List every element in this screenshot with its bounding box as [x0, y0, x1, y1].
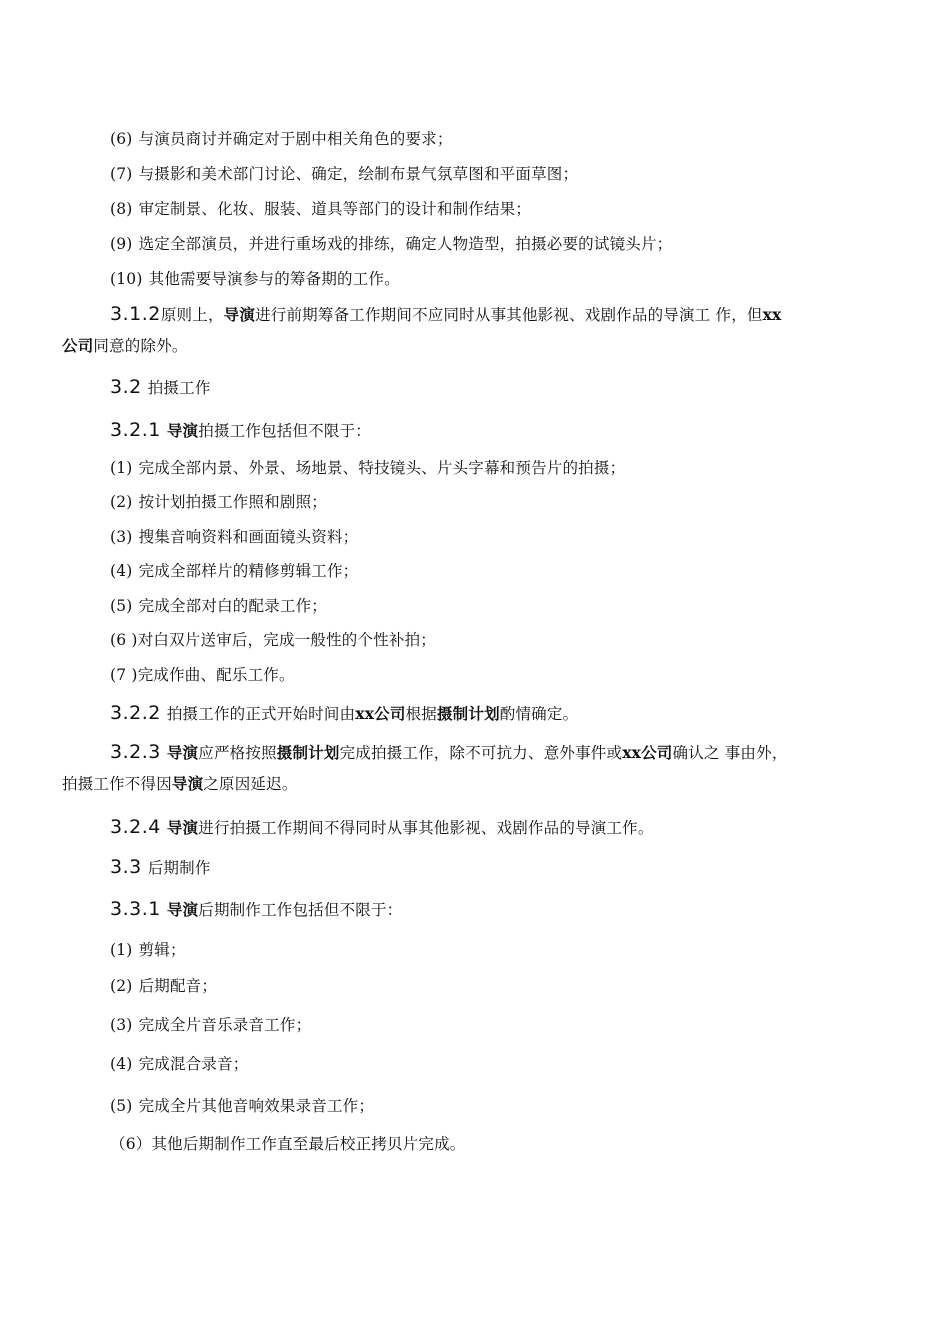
clause-text: 拍摄工作不得因 — [62, 775, 172, 793]
item-number: (7) — [110, 165, 133, 183]
clause-text: 拍摄工作包括但不限于： — [198, 422, 371, 440]
clause-bold: 公司 — [62, 336, 94, 355]
clause-3-2-3-cont — [62, 774, 298, 794]
item-text: 审定制景、化妆、服装、道具等部门的设计和制作结果； — [138, 200, 532, 218]
item-text: 完成全部内景、外景、场地景、特技镜头、片头字幕和预告片的拍摄； — [138, 459, 626, 477]
clause-bold: 导演 — [166, 900, 199, 919]
list-item — [110, 976, 217, 996]
item-text: 后期配音； — [138, 977, 218, 995]
clause-3-2-1 — [110, 420, 371, 441]
list-item — [110, 561, 358, 581]
list-item — [110, 492, 327, 512]
item-number: (5) — [110, 1097, 133, 1115]
clause-number: 3.2.1 — [110, 419, 161, 441]
clause-bold: 导演 — [223, 305, 256, 324]
section-title: 后期制作 — [147, 859, 211, 877]
clause-3-2-4 — [110, 817, 654, 838]
item-text: 完成全片音乐录音工作； — [138, 1016, 312, 1034]
clause-3-1-2 — [110, 304, 782, 325]
item-text: 完成全部样片的精修剪辑工作； — [138, 562, 359, 580]
clause-bold: 导演 — [166, 743, 199, 762]
item-text: 剪辑； — [138, 941, 186, 959]
clause-text: 确认之 事由外， — [672, 744, 788, 762]
item-number: (3) — [110, 528, 133, 546]
item-text: 完成混合录音； — [138, 1055, 249, 1073]
clause-3-3-1 — [110, 899, 402, 920]
clause-3-1-2-cont — [62, 336, 188, 356]
clause-text: 进行拍摄工作期间不得同时从事其他影视、戏剧作品的导演工作。 — [198, 819, 654, 837]
list-item — [110, 940, 186, 960]
clause-number: 3.3.1 — [110, 898, 161, 920]
clause-bold: 导演 — [171, 774, 204, 793]
clause-text: 进行前期筹备工作期间不应同时从事其他影视、戏剧作品的导演工 作，但 — [255, 306, 763, 324]
item-number: (1) — [110, 941, 133, 959]
item-text: 选定全部演员，并进行重场戏的排练，确定人物造型，拍摄必要的试镜头片； — [138, 235, 673, 253]
clause-text: 完成拍摄工作，除不可抗力、意外事件或 — [339, 744, 623, 762]
list-item — [110, 269, 400, 289]
item-number: (8) — [110, 200, 133, 218]
item-text: 与演员商讨并确定对于剧中相关角色的要求； — [138, 130, 453, 148]
clause-number: 3.2.4 — [110, 816, 161, 838]
item-number: (2) — [110, 493, 133, 511]
section-heading-3-3 — [110, 857, 211, 878]
item-number: (4) — [110, 1055, 133, 1073]
clause-bold: 摄制计划 — [276, 743, 340, 762]
list-item — [110, 234, 672, 254]
item-text: 搜集音响资料和画面镜头资料； — [138, 528, 359, 546]
section-heading-3-2 — [110, 377, 211, 398]
clause-text: 之原因延迟。 — [203, 775, 298, 793]
item-number: (5) — [110, 597, 133, 615]
clause-bold: xx公司 — [355, 704, 406, 723]
item-number: (6 ) — [110, 631, 138, 649]
item-number: (1) — [110, 459, 133, 477]
list-item — [110, 199, 531, 219]
item-number: (6) — [110, 130, 133, 148]
list-item — [110, 630, 436, 650]
section-number: 3.2 — [110, 376, 142, 398]
clause-number: 3.1.2 — [110, 303, 161, 325]
clause-number: 3.2.2 — [110, 702, 161, 724]
item-text: 其他需要导演参与的筹备期的工作。 — [148, 270, 400, 288]
clause-3-2-2 — [110, 703, 578, 724]
item-text: （6）其他后期制作工作直至最后校正拷贝片完成。 — [110, 1135, 466, 1153]
list-item — [110, 665, 295, 685]
item-text: 与摄影和美术部门讨论、确定，绘制布景气氛草图和平面草图； — [138, 165, 579, 183]
item-number: (4) — [110, 562, 133, 580]
clause-text: 同意的除外。 — [93, 337, 188, 355]
list-item — [110, 1096, 374, 1116]
clause-number: 3.2.3 — [110, 741, 161, 763]
list-item — [110, 129, 453, 149]
clause-text: 原则上， — [160, 306, 224, 324]
item-number: (7 ) — [110, 666, 138, 684]
list-item — [110, 1015, 311, 1035]
list-item — [110, 527, 358, 547]
item-text: 按计划拍摄工作照和剧照； — [138, 493, 327, 511]
clause-text: 应严格按照 — [198, 744, 277, 762]
list-item — [110, 596, 327, 616]
item-text: 完成全片其他音响效果录音工作； — [138, 1097, 375, 1115]
clause-3-2-3 — [110, 742, 788, 763]
item-text: 完成全部对白的配录工作； — [138, 597, 327, 615]
list-item — [110, 1054, 248, 1074]
section-number: 3.3 — [110, 856, 142, 878]
item-number: (10) — [110, 270, 143, 288]
clause-bold: xx公司 — [622, 743, 673, 762]
clause-bold: 导演 — [166, 421, 199, 440]
item-number: (9) — [110, 235, 133, 253]
item-number: (3) — [110, 1016, 133, 1034]
item-text: 对白双片送审后，完成一般性的个性补拍； — [137, 631, 436, 649]
list-item — [110, 164, 578, 184]
clause-bold: xx — [762, 305, 782, 324]
list-item — [110, 1134, 465, 1154]
clause-text: 后期制作工作包括但不限于： — [198, 901, 403, 919]
clause-bold: 摄制计划 — [436, 704, 500, 723]
section-title: 拍摄工作 — [147, 379, 211, 397]
clause-bold: 导演 — [166, 818, 199, 837]
item-number: (2) — [110, 977, 133, 995]
list-item — [110, 458, 625, 478]
item-text: 完成作曲、配乐工作。 — [137, 666, 295, 684]
clause-text: 根据 — [405, 705, 437, 723]
clause-text: 酌情确定。 — [499, 705, 579, 723]
clause-text: 拍摄工作的正式开始时间由 — [166, 705, 356, 723]
